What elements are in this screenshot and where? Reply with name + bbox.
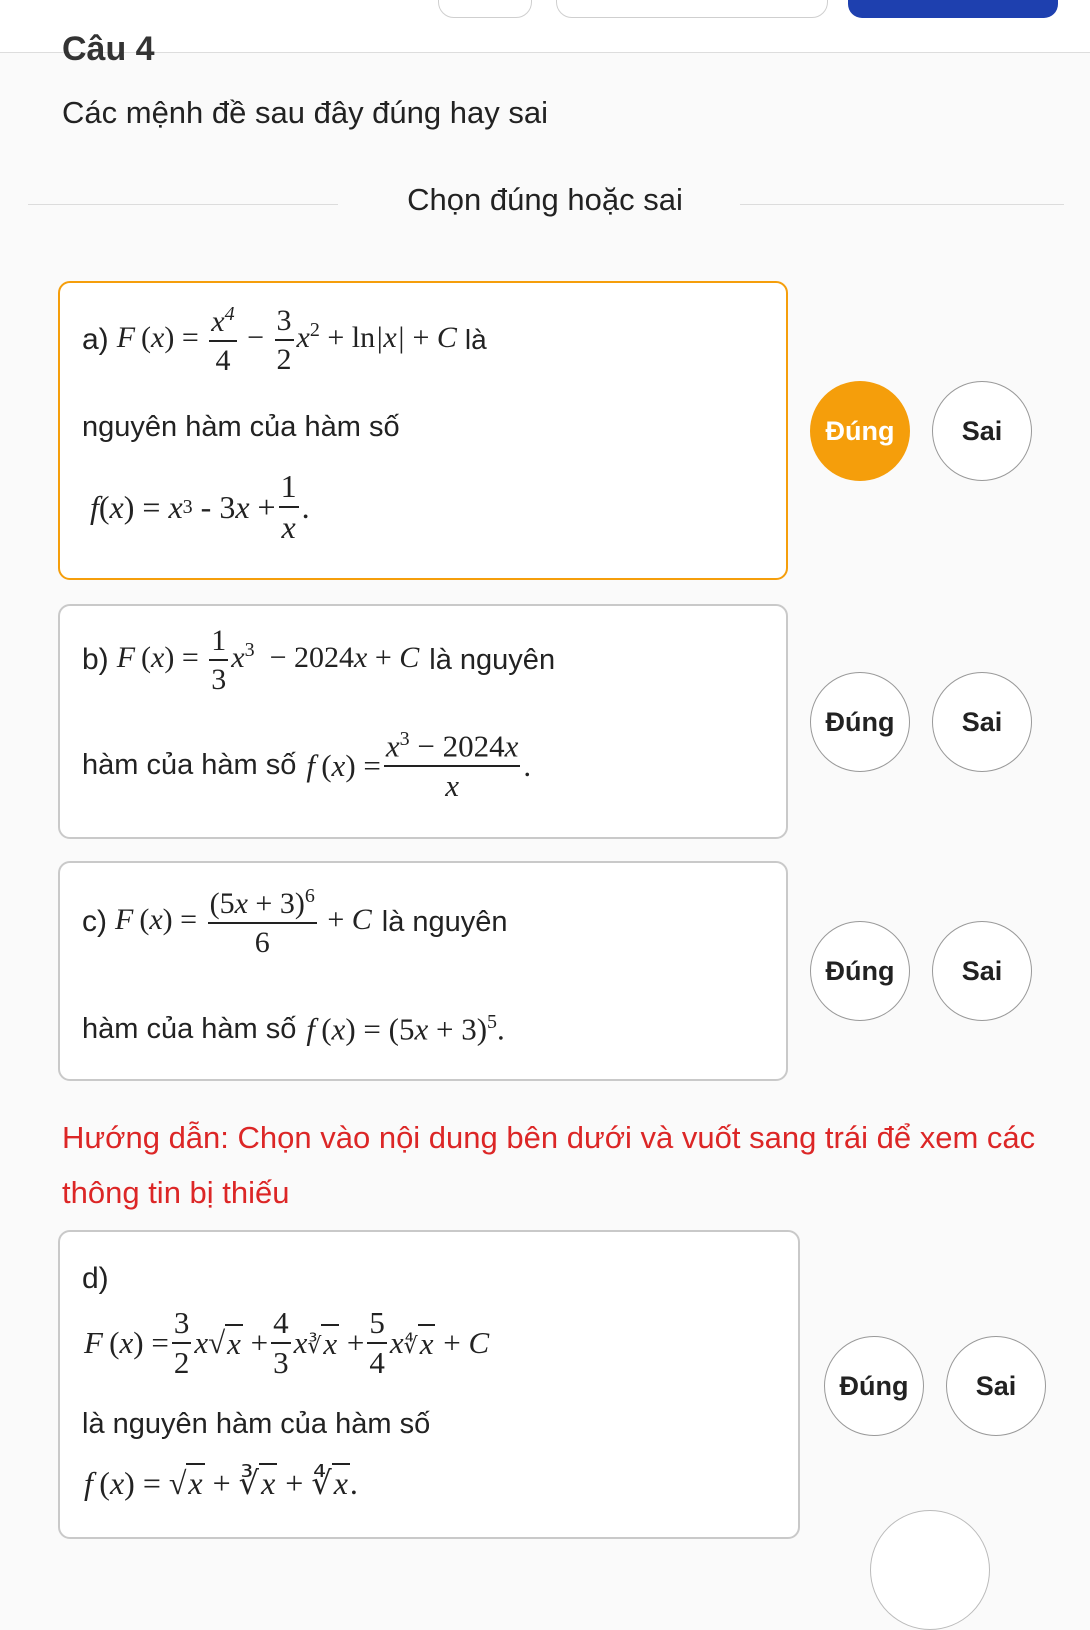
statement-text: nguyên hàm của hàm số [82, 411, 400, 443]
top-bar [0, 0, 1090, 53]
statement-card-c[interactable] [58, 861, 788, 1081]
statement-text: hàm của hàm số [82, 749, 297, 782]
false-button[interactable]: Sai [932, 921, 1032, 1021]
false-button[interactable]: Sai [932, 381, 1032, 481]
true-button[interactable]: Đúng [810, 921, 910, 1021]
formula: F ( x ) = $\frac{3}{2}$ x √ x + $\frac{4}{3}$ x ∛ x + $\frac{5}{4}$ x ∜ x + C [84, 1305, 490, 1381]
false-button[interactable]: Sai [946, 1336, 1046, 1436]
formula: f $(x) = (5x + 3)^5$. [306, 1011, 505, 1047]
statement-text: là nguyên hàm của hàm số [82, 1408, 431, 1440]
statement-card-d[interactable] [58, 1230, 800, 1539]
statement-card-a[interactable] [58, 281, 788, 580]
active-tab[interactable] [848, 0, 1058, 18]
formula: F (x) = $\frac{1}{3}$ $x^3 - 2024x + C$ [116, 624, 420, 696]
formula: F (x) = $\frac{(5x + 3)^6}{6}$ + C [115, 885, 372, 959]
true-button[interactable]: Đúng [810, 381, 910, 481]
true-button[interactable]: Đúng [824, 1336, 924, 1436]
section-label: Chọn đúng hoặc sai [407, 182, 683, 217]
question-tab[interactable] [438, 0, 532, 18]
false-button[interactable]: Sai [932, 672, 1032, 772]
statement-label: d) [82, 1262, 109, 1295]
next-choice-button[interactable] [870, 1510, 990, 1630]
question-title: Câu 4 [62, 30, 155, 68]
question-tab[interactable] [556, 0, 828, 18]
statement-label: a) [82, 323, 109, 356]
question-text: Các mệnh đề sau đây đúng hay sai [62, 95, 548, 130]
statement-text: là nguyên [381, 905, 508, 938]
statement-label: c) [82, 905, 107, 938]
statement-card-b[interactable] [58, 604, 788, 839]
formula: f (x) = √x + ∛x + ∜x. [84, 1465, 358, 1501]
statement-label: b) [82, 643, 109, 676]
statement-text: là nguyên [429, 643, 556, 676]
true-button[interactable]: Đúng [810, 672, 910, 772]
formula: f ( x ) = x 3 - 3 x + $\frac{1}{x}$ . [90, 468, 310, 546]
formula: f ( x ) = $\frac{x^3 - 2024x}{x}$ . [306, 728, 532, 804]
statement-text: là [464, 324, 487, 355]
statement-text: hàm của hàm số [82, 1012, 297, 1045]
hint-text: Hướng dẫn: Chọn vào nội dung bên dưới và vuốt sang trái để xem các thông tin bị thiếu [62, 1120, 1036, 1210]
formula: F (x) = $\frac{x^4}{4}$ − $\frac{3}{2}$ $x^2 + \ln|x| + C$ [116, 303, 457, 377]
